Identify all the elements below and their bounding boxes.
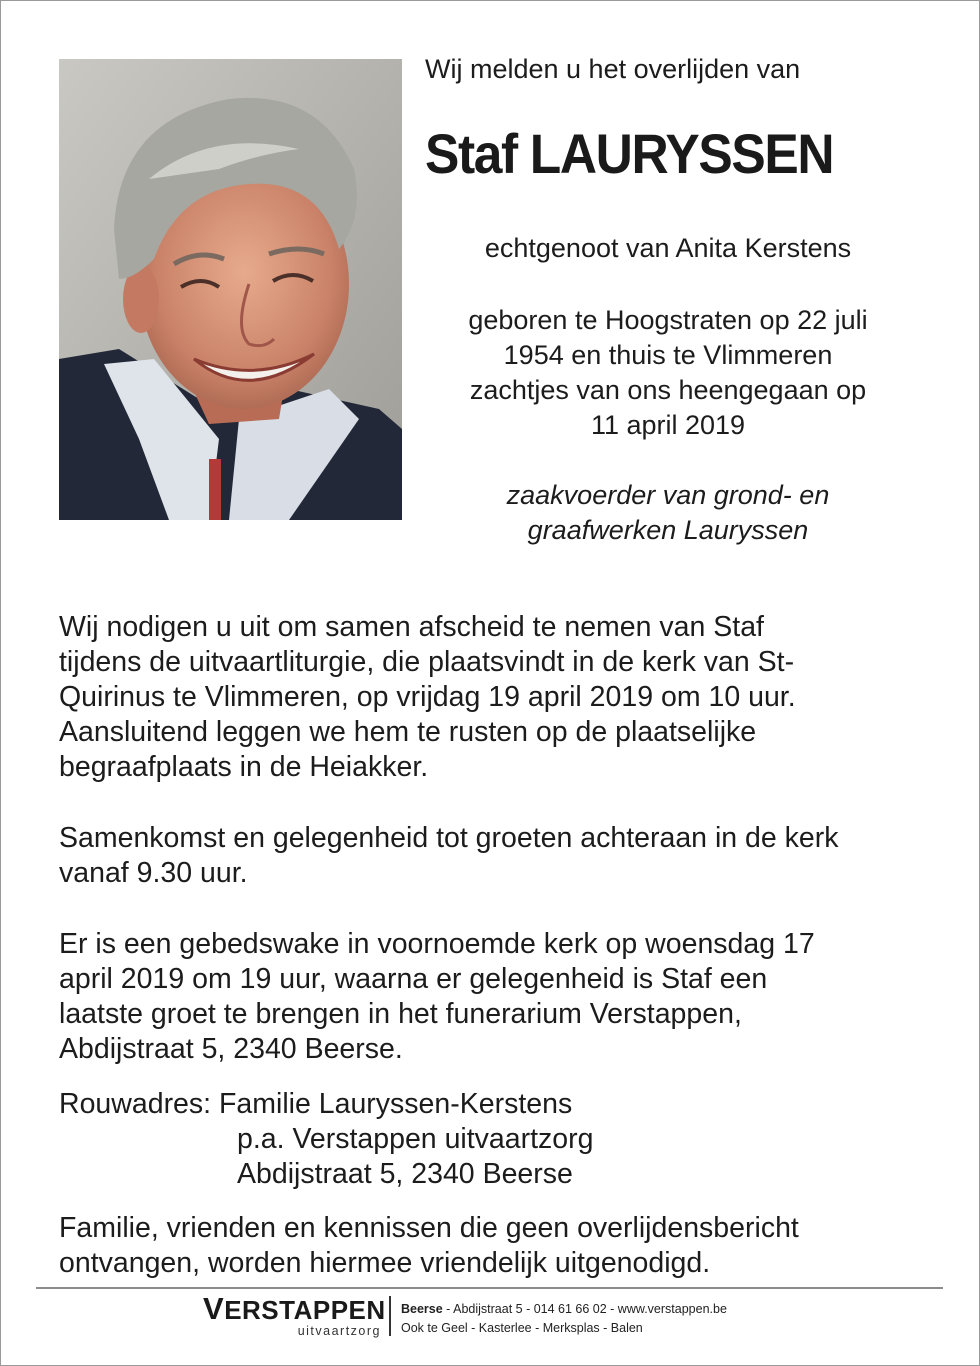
mourning-address: [59, 1087, 593, 1192]
spouse-text: echtgenoot van Anita Kerstens: [484, 233, 852, 263]
text-line: p.a. Verstappen uitvaartzorg: [237, 1123, 594, 1155]
text-line: Aansluitend leggen we hem te rusten op de plaatselijke: [59, 716, 757, 748]
text-line: Familie, vrienden en kennissen die geen overlijdensbericht: [59, 1212, 799, 1244]
text-line: graafwerken Lauryssen: [527, 515, 809, 545]
logo-separator: [389, 1296, 391, 1336]
footer-city: Beerse: [401, 1302, 443, 1316]
footer-contact-text: - Abdijstraat 5 - 014 61 66 02 - www.verstappen.be: [442, 1302, 727, 1316]
vigil-paragraph: [59, 927, 939, 1067]
closing-paragraph: [59, 1211, 939, 1281]
footer-divider: [36, 1287, 943, 1289]
logo-wordmark: [203, 1291, 386, 1326]
text-line: Samenkomst en gelegenheid tot groeten achteraan in de kerk: [59, 822, 839, 854]
gathering-paragraph: [59, 821, 939, 891]
verstappen-logo: [203, 1291, 386, 1338]
text-line: zachtjes van ons heengegaan op: [469, 375, 867, 405]
text-line: geboren te Hoogstraten op 22 juli: [468, 305, 868, 335]
text-line: vanaf 9.30 uur.: [59, 857, 248, 889]
text-line: zaakvoerder van grond- en: [506, 480, 830, 510]
text-line: Er is een gebedswake in voornoemde kerk op woensdag 17: [59, 928, 815, 960]
text-line: ontvangen, worden hiermee vriendelijk uitgenodigd.: [59, 1247, 711, 1279]
deceased-name: Staf LAURYSSEN: [425, 122, 834, 185]
birth-death-details: [418, 303, 918, 443]
intro-text: Wij melden u het overlijden van: [425, 54, 801, 84]
funeral-invitation-paragraph: [59, 610, 939, 785]
text-line: 11 april 2019: [590, 410, 746, 440]
footer-contact: [401, 1300, 727, 1338]
text-line: Wij nodigen u uit om samen afscheid te nemen van Staf: [59, 611, 764, 643]
footer-branches: Ook te Geel - Kasterlee - Merksplas - Balen: [401, 1321, 643, 1335]
logo-initial: V: [203, 1291, 225, 1326]
text-line: laatste groet te brengen in het funerarium Verstappen,: [59, 998, 742, 1030]
text-line: Quirinus te Vlimmeren, op vrijdag 19 april 2019 om 10 uur.: [59, 681, 796, 713]
footer-line-main: [401, 1300, 727, 1319]
text-line: 1954 en thuis te Vlimmeren: [503, 340, 833, 370]
text-line: begraafplaats in de Heiakker.: [59, 751, 429, 783]
text-line: tijdens de uitvaartliturgie, die plaatsvindt in de kerk van St-: [59, 646, 795, 678]
logo-rest: ERSTAPPEN: [224, 1295, 386, 1325]
portrait-photo: [59, 59, 402, 520]
occupation: [418, 478, 918, 548]
logo-subtitle: uitvaartzorg: [297, 1324, 381, 1338]
text-line: Abdijstraat 5, 2340 Beerse.: [59, 1033, 403, 1065]
text-line: Rouwadres: Familie Lauryssen-Kerstens: [59, 1088, 573, 1120]
text-line: april 2019 om 19 uur, waarna er gelegenheid is Staf een: [59, 963, 768, 995]
text-line: Abdijstraat 5, 2340 Beerse: [237, 1158, 573, 1190]
